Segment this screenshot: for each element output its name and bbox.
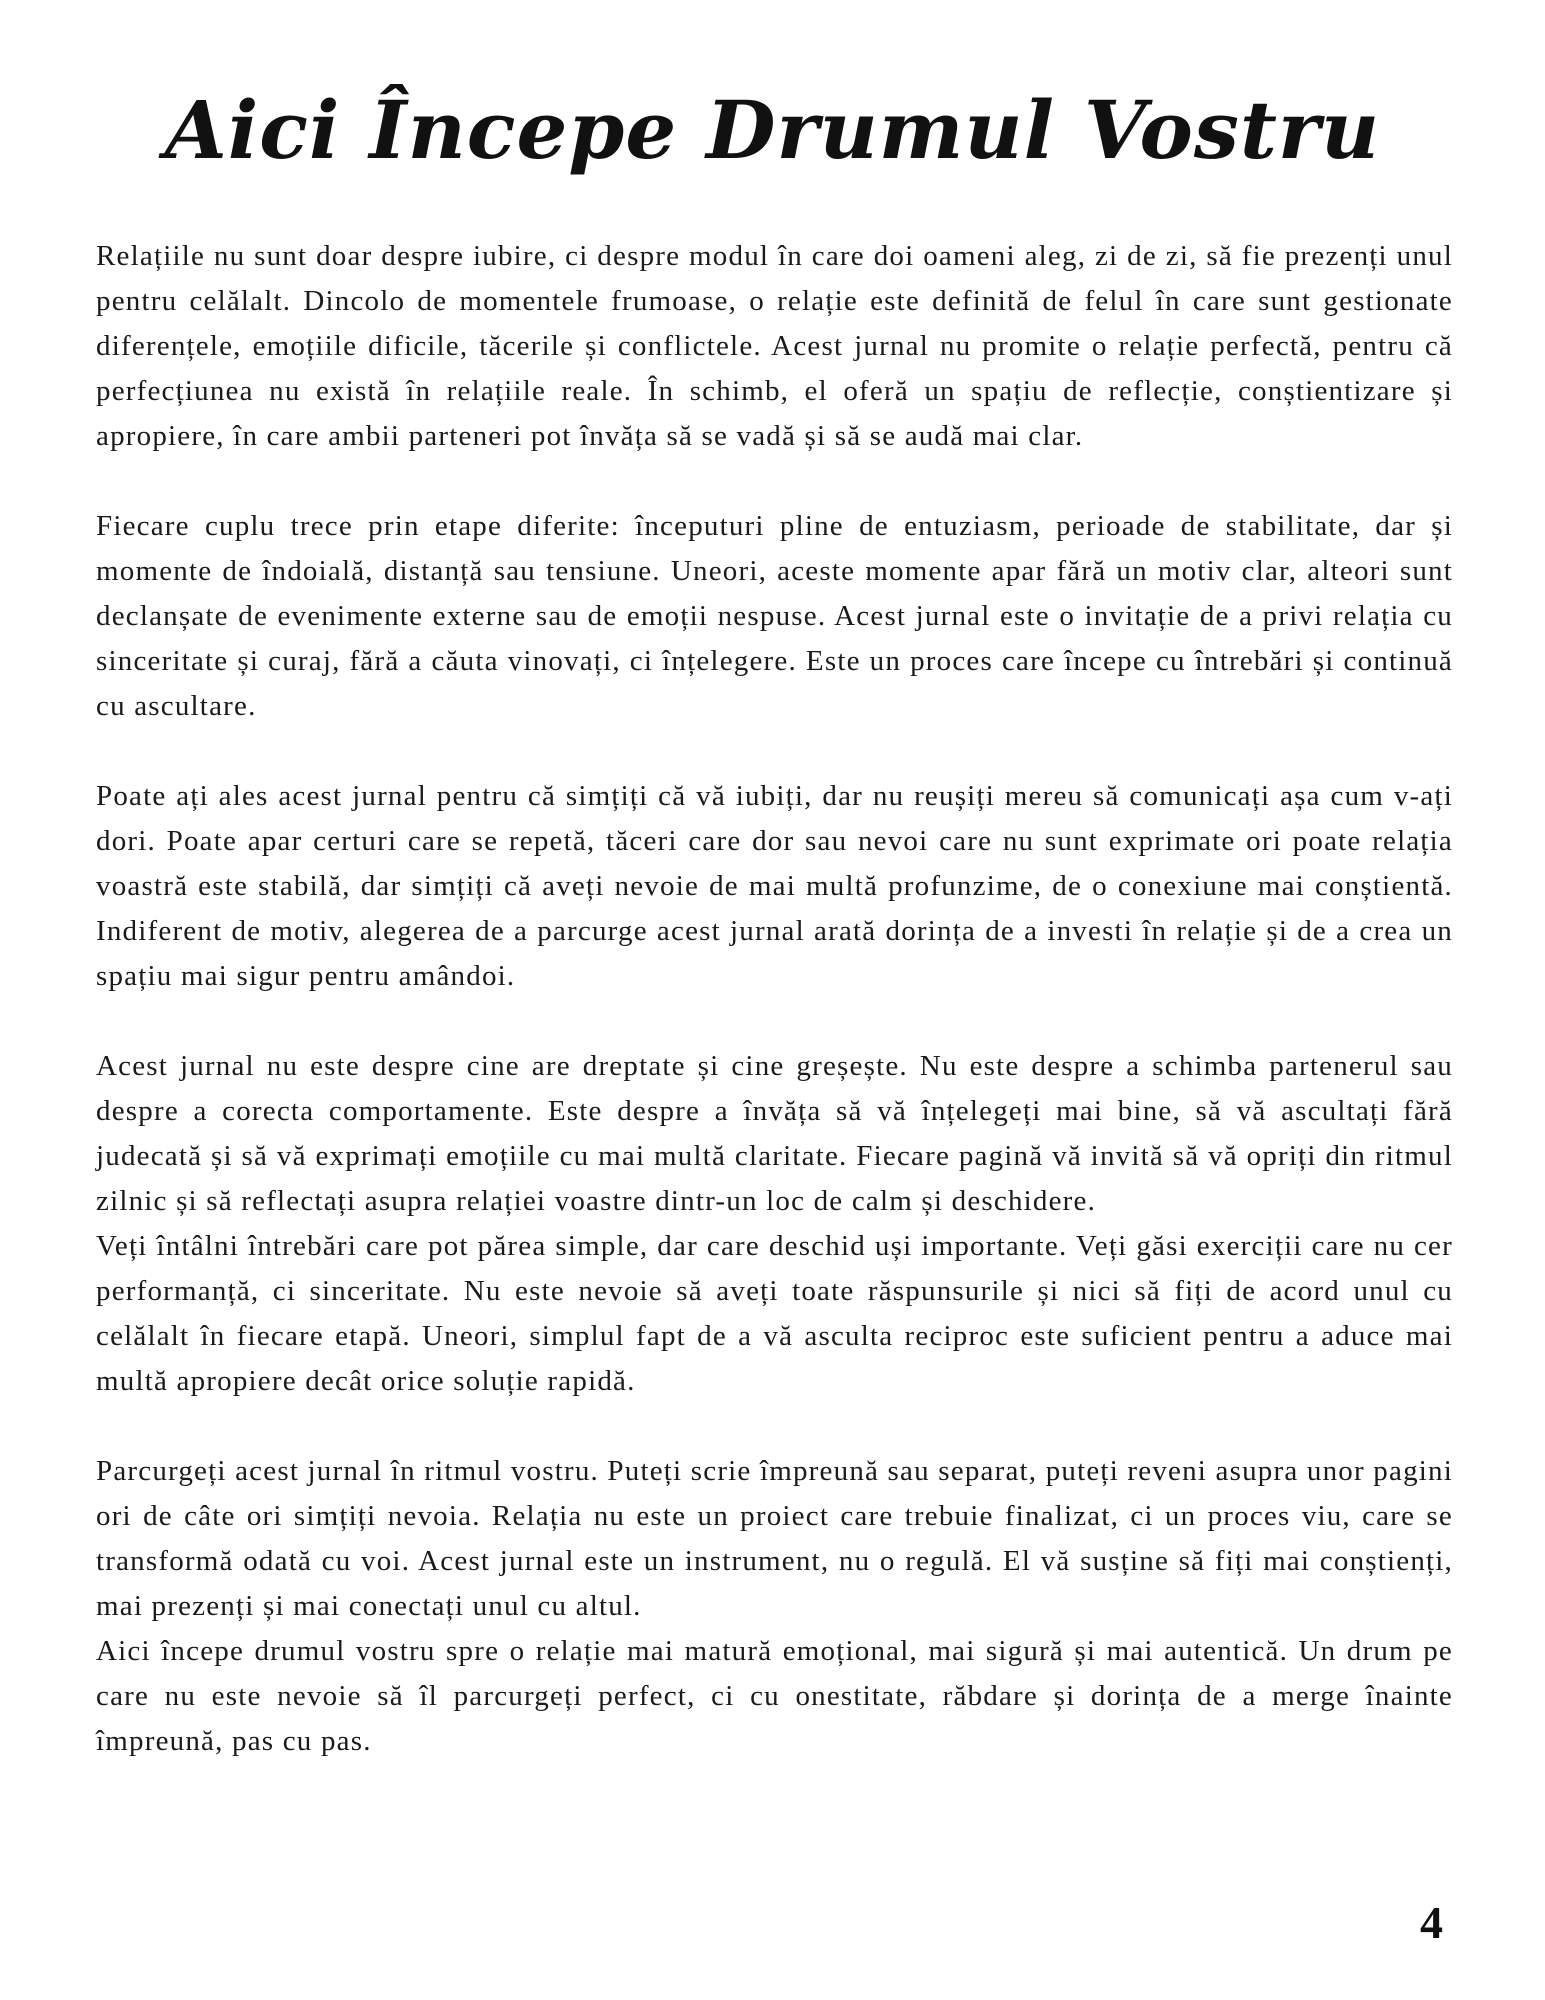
page-title: Aici Începe Drumul Vostru <box>164 83 1381 177</box>
paragraph: Relațiile nu sunt doar despre iubire, ci despre modul în care doi oameni aleg, zi de zi, să fie prezenți unul pentru celălalt. Dincolo de momentele frumoase, o relație este definită de felul în care sunt gestionate diferențele, emoțiile dificile, tăcerile și conflictele. Acest jurnal nu promite o relație perfectă, pentru că perfecțiunea nu există în relațiile reale. În schimb, el oferă un spațiu de reflecție, conștientizare și apropiere, în care ambii parteneri pot învăța să se vadă și să se audă mai clar. <box>96 240 1453 452</box>
paragraph: Acest jurnal nu este despre cine are dreptate și cine greșește. Nu este despre a schimba partenerul sau despre a corecta comportamente. Este despre a învăța să vă înțelegeți mai bine, să vă ascultați fără judecată și să vă exprimați emoțiile cu mai multă claritate. Fiecare pagină vă invită să vă opriți din ritmul zilnic și să reflectați asupra relației voastre dintr-un loc de calm și deschidere. <box>96 1050 1453 1217</box>
paragraph-gap <box>96 459 1453 504</box>
paragraph: Fiecare cuplu trece prin etape diferite: începuturi pline de entuziasm, perioade de stabilitate, dar și momente de îndoială, distanță sau tensiune. Uneori, aceste momente apar fără un motiv clar, alteori sunt declanșate de evenimente externe sau de emoții nespuse. Acest jurnal este o invitație de a privi relația cu sinceritate și curaj, fără a căuta vinovați, ci înțelegere. Este un proces care începe cu întrebări și continuă cu ascultare. <box>96 510 1453 722</box>
paragraph: Veți întâlni întrebări care pot părea simple, dar care deschid uși importante. Veți găsi exerciții care nu cer performanță, ci sinceritate. Nu este nevoie să aveți toate răspunsurile și nici să fiți de acord unul cu celălalt în fiecare etapă. Uneori, simplul fapt de a vă asculta reciproc este suficient pentru a aduce mai multă apropiere decât orice soluție rapidă. <box>96 1230 1453 1397</box>
paragraph-gap <box>96 729 1453 774</box>
page-number: 4 <box>1420 1897 1443 1948</box>
paragraph-gap <box>96 1404 1453 1449</box>
body-text <box>96 234 1453 1764</box>
paragraph: Aici începe drumul vostru spre o relație mai matură emoțional, mai sigură și mai autentică. Un drum pe care nu este nevoie să îl parcurgeți perfect, ci cu onestitate, răbdare și dorința de a merge înainte împreună, pas cu pas. <box>96 1635 1453 1757</box>
paragraph: Parcurgeți acest jurnal în ritmul vostru. Puteți scrie împreună sau separat, puteți reveni asupra unor pagini ori de câte ori simțiți nevoia. Relația nu este un proiect care trebuie finalizat, ci un proces viu, care se transformă odată cu voi. Acest jurnal este un instrument, nu o regulă. El vă susține să fiți mai conștienți, mai prezenți și mai conectați unul cu altul. <box>96 1455 1453 1622</box>
paragraph: Poate ați ales acest jurnal pentru că simțiți că vă iubiți, dar nu reușiți mereu să comunicați așa cum v-ați dori. Poate apar certuri care se repetă, tăceri care dor sau nevoi care nu sunt exprimate ori poate relația voastră este stabilă, dar simțiți că aveți nevoie de mai multă profunzime, de o conexiune mai conștientă. Indiferent de motiv, alegerea de a parcurge acest jurnal arată dorința de a investi în relație și de a crea un spațiu mai sigur pentru amândoi. <box>96 780 1453 992</box>
paragraph-gap <box>96 999 1453 1044</box>
